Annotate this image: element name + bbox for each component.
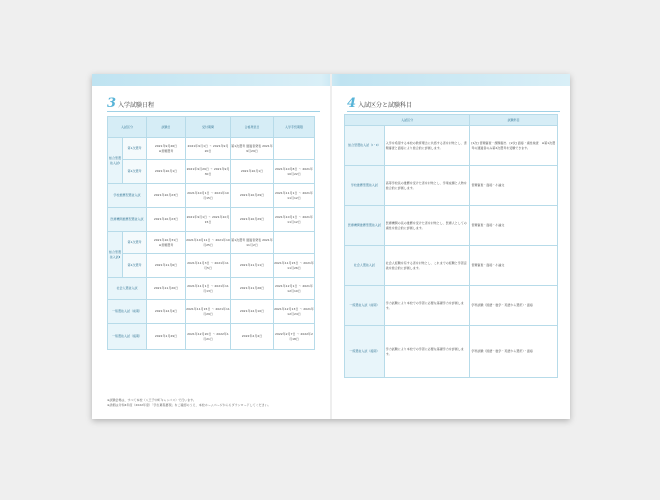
- row-subgroup: 第1次選考: [123, 232, 147, 254]
- col-header: 受付期間: [186, 117, 231, 138]
- reception-period: 2021年10月1日 〜 2021年10月15日: [186, 184, 231, 208]
- exam-date-text: 2022年1月29日: [154, 334, 178, 339]
- col-header: 入学手続期限: [274, 117, 315, 138]
- table-row: [108, 138, 315, 160]
- exam-date: [147, 232, 186, 254]
- category-description: 高等学校長の推薦を受けた者を対象とし、学業成績と人物を総合的に評価します。: [384, 166, 470, 206]
- row-subgroup: 第2次選考: [123, 254, 147, 278]
- table-row: [108, 208, 315, 232]
- exam-date-text: 2021年12月4日: [154, 309, 178, 314]
- row-group: 医療機関推薦型選抜入試: [108, 208, 147, 232]
- exam-subjects: [1次] 書類審査・課題提出 [2次] 面接・適性検査 ※第1次選考の通過者のみ第2次選考を受験できます。: [470, 126, 558, 166]
- announcement-date: 2021年12月10日: [231, 300, 274, 324]
- category-name: 医療機関推薦型選抜入試: [345, 206, 385, 246]
- procedure-deadline: 2021年11月1日 〜 2021年11月12日: [274, 184, 315, 208]
- category-name: 社会人選抜入試: [345, 246, 385, 286]
- announcement-date: 第1次選考 通過者発表 2021年11月2日: [231, 232, 274, 254]
- section-heading-schedule: [107, 96, 154, 111]
- reception-period: 2021年10月11日 〜 2021年10月25日: [186, 232, 231, 254]
- heading-rule: [347, 111, 560, 112]
- announcement-date: 2021年11月26日: [231, 278, 274, 300]
- schedule-table: [107, 116, 315, 350]
- category-name: 一般選抜入試（後期）: [345, 326, 385, 378]
- right-page: [332, 86, 570, 419]
- row-group: 一般選抜入試（後期）: [108, 324, 147, 350]
- table-row: [345, 206, 558, 246]
- row-group: 社会人選抜入試: [108, 278, 147, 300]
- reception-period: 2021年9月29日 〜 2021年9月30日: [186, 160, 231, 184]
- col-header: 入試区分: [108, 117, 147, 138]
- exam-date-text: 2021年11月20日: [153, 286, 179, 291]
- exam-date-note: ※書類選考: [158, 148, 174, 153]
- exam-date-text: 2021年10月23日: [153, 193, 179, 198]
- table-row: [108, 160, 315, 184]
- exam-date: [147, 138, 186, 160]
- table-row: [345, 126, 558, 166]
- exam-date-text: 2021年10月1日: [154, 169, 178, 174]
- exam-date: [147, 184, 186, 208]
- col-header: 試験科目: [470, 115, 558, 126]
- table-row: [108, 232, 315, 254]
- section-number: 3: [107, 96, 117, 111]
- table-row: [108, 300, 315, 324]
- reception-period: 2021年9月1日 〜 2021年10月15日: [186, 208, 231, 232]
- reception-period: 2021年11月15日 〜 2021年11月29日: [186, 300, 231, 324]
- category-description: 入学を希望する本校の教育理念に共感する者を対象とし、書類審査と面接により総合的に評価します。: [384, 126, 470, 166]
- table-row: [345, 166, 558, 206]
- category-name: 総合型選抜入試（Ⅰ・Ⅱ）: [345, 126, 385, 166]
- procedure-deadline: 2021年12月1日 〜 2021年12月10日: [274, 278, 315, 300]
- exam-date-text: 2021年9月26日: [154, 144, 178, 149]
- section-heading-subjects: [347, 96, 412, 111]
- exam-subjects: 学科試験（国語・数学・英語から選択）・面接: [470, 326, 558, 378]
- row-subgroup: 第2次選考: [123, 160, 147, 184]
- section-number: 4: [347, 96, 357, 111]
- exam-subjects: 書類審査・面接・小論文: [470, 166, 558, 206]
- announcement-date: 2021年11月11日: [231, 254, 274, 278]
- section-title: 入学試験日程: [118, 102, 155, 109]
- exam-date: [147, 160, 186, 184]
- table-row: [345, 326, 558, 378]
- table-row: [108, 324, 315, 350]
- exam-date: [147, 254, 186, 278]
- reception-period: 2021年11月3日 〜 2021年11月5日: [186, 254, 231, 278]
- announcement-date: 第1次選考 通過者発表 2021年9月29日: [231, 138, 274, 160]
- exam-date: [147, 300, 186, 324]
- table-row: [345, 246, 558, 286]
- subjects-table: [344, 114, 558, 378]
- footnotes: [107, 398, 271, 408]
- exam-subjects: 書類審査・面接・小論文: [470, 246, 558, 286]
- category-description: 社会人経験を有する者を対象とし、これまでの経験と学習意欲を総合的に評価します。: [384, 246, 470, 286]
- announcement-date: 2022年2月4日: [231, 324, 274, 350]
- exam-date: [147, 278, 186, 300]
- procedure-deadline: 2021年10月1日 〜 2021年11月12日: [274, 208, 315, 232]
- heading-rule: [107, 111, 320, 112]
- procedure-deadline: 2022年2月7日 〜 2022年2月18日: [274, 324, 315, 350]
- exam-date: [147, 208, 186, 232]
- exam-subjects: 書類審査・面接・小論文: [470, 206, 558, 246]
- row-group: 総合型選抜入試Ⅱ: [108, 232, 123, 278]
- category-name: 学校推薦型選抜入試: [345, 166, 385, 206]
- table-row: [345, 286, 558, 326]
- footnote: ※詳細は令和4年度（2022年度）「学生募集要項」をご確認のうえ、本校ホームページからもダウンロードしてください。: [107, 403, 271, 407]
- announcement-date: 2021年10月1日: [231, 160, 274, 184]
- table-row: [108, 254, 315, 278]
- col-header: 試験日: [147, 117, 186, 138]
- procedure-deadline: [274, 232, 315, 254]
- category-description: 学力試験により本校での学習に必要な基礎学力を評価します。: [384, 326, 470, 378]
- procedure-deadline: [274, 138, 315, 160]
- col-header: 合格発表日: [231, 117, 274, 138]
- procedure-deadline: 2021年10月8日 〜 2021年10月22日: [274, 160, 315, 184]
- reception-period: 2021年9月1日 〜 2021年9月20日: [186, 138, 231, 160]
- exam-date-text: 2021年11月6日: [154, 263, 178, 268]
- exam-date-text: 2021年10月31日: [153, 238, 179, 243]
- procedure-deadline: 2021年11月15日 〜 2021年11月26日: [274, 254, 315, 278]
- announcement-date: 2021年10月29日: [231, 208, 274, 232]
- section-title: 入試区分と試験科目: [358, 102, 413, 109]
- category-description: 学力試験により本校での学習に必要な基礎学力を評価します。: [384, 286, 470, 326]
- exam-date: [147, 324, 186, 350]
- category-description: 医療機関の長の推薦を受けた者を対象とし、医療人としての適性を総合的に評価します。: [384, 206, 470, 246]
- exam-date-note: ※書類選考: [158, 242, 174, 247]
- announcement-date: 2021年10月29日: [231, 184, 274, 208]
- category-name: 一般選抜入試（前期）: [345, 286, 385, 326]
- reception-period: 2021年11月1日 〜 2021年11月13日: [186, 278, 231, 300]
- left-page: [92, 86, 330, 419]
- exam-subjects: 学科試験（国語・数学・英語から選択）・面接: [470, 286, 558, 326]
- footnote: ※試験会場は、すべて本校（八王子中町キャンパス）で行います。: [107, 398, 197, 402]
- row-group: 総合型選抜入試Ⅰ: [108, 138, 123, 184]
- table-row: [108, 184, 315, 208]
- row-group: 一般選抜入試（前期）: [108, 300, 147, 324]
- table-row: [108, 278, 315, 300]
- procedure-deadline: 2021年12月13日 〜 2021年12月24日: [274, 300, 315, 324]
- col-header: 入試区分: [345, 115, 470, 126]
- row-subgroup: 第1次選考: [123, 138, 147, 160]
- brochure-spread: [92, 74, 570, 419]
- exam-date-text: 2021年10月23日: [153, 217, 179, 222]
- row-group: 学校推薦型選抜入試: [108, 184, 147, 208]
- reception-period: 2021年12月20日 〜 2022年1月21日: [186, 324, 231, 350]
